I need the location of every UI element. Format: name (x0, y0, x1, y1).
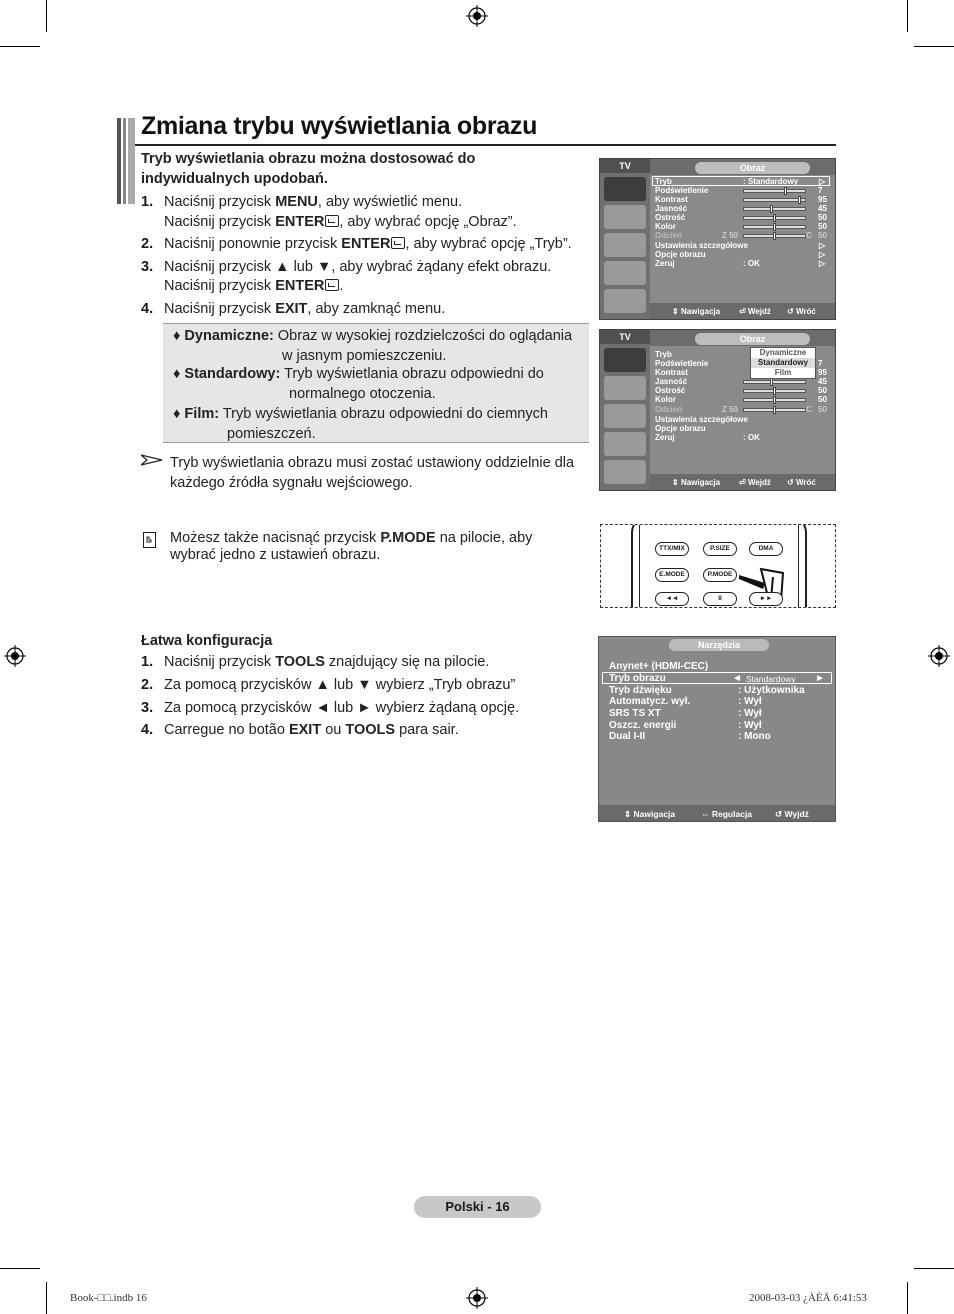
channel-icon[interactable] (604, 233, 646, 257)
pause-button[interactable]: II (703, 592, 737, 606)
intro-text: Tryb wyświetlania obrazu można dostosować do indywidualnych upodobań. (141, 151, 476, 187)
note-text: Tryb wyświetlania obrazu musi zostać ustawiony oddzielnie dla każdego źródła sygnału wejściowego. (170, 455, 575, 491)
tools-menu-screen: Narzędzia Anynet+ (HDMI-CEC) Tryb obrazu ◄ Standardowy ► Tryb dźwięku : Użytkownika Automatycz. wył. : Wył SRS TS XT : Wył Oszcz. energii : Wył Dual I-II : Mono ⇕ Nawigacja ⇔ Regulacja ↺ Wyjdź (598, 636, 836, 822)
osd-help-bar: ⇕ Nawigacja ⏎ Wejdź ↺ Wróć (650, 474, 835, 490)
dma-button[interactable]: DMA (749, 542, 783, 556)
input-icon[interactable] (604, 460, 646, 484)
slider-kolor[interactable] (743, 225, 806, 229)
enter-icon (391, 237, 405, 249)
memo-icon (143, 532, 156, 548)
slider-jasnosc[interactable] (743, 380, 806, 384)
mode-dynamic: ♦ Dynamiczne: Obraz w wysokiej rozdzielczości do oglądania (173, 328, 573, 344)
step-text: Naciśnij przycisk TOOLS znajdujący się na pilocie. (164, 654, 490, 670)
picture-mode-dropdown-screen: TV Obraz Tryb Podświetlenie 7 Kontrast 95 Jasność 45 Ostrość 50 Kolor 50 Odcień Z 50 C 50 Ustawienia szczegółowe Opcje obrazu Zeruj : OK Dynamiczne Standardowy Film ⇕ Nawigacja ⏎ Wejdź ↺ Wróć (599, 329, 836, 491)
remote-control-illustration (600, 524, 836, 608)
registration-mark-icon (466, 1287, 488, 1309)
mode-standard: ♦ Standardowy: Tryb wyświetlania obrazu odpowiedni do (173, 366, 544, 382)
slider-kontrast[interactable] (743, 198, 806, 202)
step-text: Carregue no botão EXIT ou TOOLS para sair. (164, 722, 459, 738)
channel-icon[interactable] (604, 404, 646, 428)
setup-icon[interactable] (604, 432, 646, 456)
menu-tab: Obraz (695, 333, 810, 345)
tools-row[interactable]: Automatycz. wył. (609, 696, 691, 707)
step-number: 3. (141, 259, 154, 275)
sound-icon[interactable] (604, 205, 646, 229)
registration-mark-icon (466, 5, 488, 27)
slider-kolor[interactable] (743, 398, 806, 402)
title-rule (135, 144, 836, 146)
page-title: Zmiana trybu wyświetlania obrazu (141, 112, 538, 140)
step-number: 1. (141, 654, 154, 670)
note-text: Możesz także nacisnąć przycisk P.MODE na pilocie, aby wybrać jedno z ustawień obrazu. (170, 530, 533, 563)
step-text: Naciśnij ponownie przycisk ENTER , aby wybrać opcję „Tryb”. (164, 236, 572, 252)
step-text: Naciśnij przycisk MENU, aby wyświetlić menu. (164, 194, 463, 210)
crop-mark (0, 46, 40, 47)
registration-mark-icon (4, 645, 26, 667)
tools-row[interactable]: Anynet+ (HDMI-CEC) (609, 661, 709, 672)
tools-row[interactable]: Tryb obrazu (609, 673, 666, 684)
crop-mark (907, 0, 908, 32)
crop-mark (907, 1282, 908, 1314)
dropdown-option-selected[interactable]: Standardowy (751, 358, 815, 368)
tools-row[interactable]: Oszcz. energii (609, 720, 677, 731)
step-number: 4. (141, 301, 154, 317)
step-text: Naciśnij przycisk ▲ lub ▼, aby wybrać żądany efekt obrazu. (164, 259, 552, 275)
footer-timestamp: 2008-03-03 ¿ÀÈÄ 6:41:53 (749, 1292, 867, 1304)
step-number: 1. (141, 194, 154, 210)
tv-label: TV (600, 159, 650, 173)
slider-ostrosc[interactable] (743, 389, 806, 393)
picture-mode-dropdown[interactable] (750, 347, 816, 379)
menu-tab: Obraz (695, 162, 810, 174)
crop-mark (914, 1268, 954, 1269)
slider-jasnosc[interactable] (743, 207, 806, 211)
tools-row[interactable]: Tryb dźwięku (609, 685, 672, 696)
dropdown-option[interactable]: Film (774, 368, 792, 377)
menu-tab: Narzędzia (669, 639, 769, 651)
osd-help-bar: ⇕ Nawigacja ⏎ Wejdź ↺ Wróć (650, 303, 835, 319)
crop-mark (914, 46, 954, 47)
input-icon[interactable] (604, 289, 646, 313)
crop-mark (46, 1282, 47, 1314)
psize-button[interactable]: P.SIZE (703, 542, 737, 556)
crop-mark (0, 1268, 40, 1269)
tools-row[interactable]: SRS TS XT (609, 708, 661, 719)
pmode-button[interactable]: P.MODE (703, 568, 737, 582)
easy-setup-title: Łatwa konfiguracja (141, 633, 273, 649)
fast-forward-button[interactable]: ►► (749, 592, 783, 606)
emode-button[interactable]: E.MODE (655, 568, 689, 582)
sound-icon[interactable] (604, 376, 646, 400)
picture-menu-screen: TV Obraz Tryb : Standardowy ▷ Podświetlenie 7 Kontrast 95 Jasność 45 Ostrość 50 Kolor 50 Odcień Z 50 C 50 Ustawienia szczegółowe ▷ Opcje obrazu ▷ Zeruj : OK ▷ ⇕ Nawigacja ⏎ Wejdź ↺ Wróć (599, 158, 836, 320)
enter-icon (325, 279, 339, 291)
note-arrow-icon (141, 453, 163, 471)
footer-file-info: Book-□□.indb 16 (70, 1292, 147, 1304)
tools-row[interactable]: Dual I-II (609, 731, 646, 742)
step-text: Za pomocą przycisków ▲ lub ▼ wybierz „Tryb obrazu” (164, 677, 516, 693)
slider-podswietlenie[interactable] (743, 189, 806, 193)
slider-odcien[interactable] (743, 408, 806, 412)
setup-icon[interactable] (604, 261, 646, 285)
mode-film-cont: pomieszczeń. (227, 426, 316, 442)
step-number: 4. (141, 722, 154, 738)
enter-icon (325, 215, 339, 227)
step-number: 3. (141, 700, 154, 716)
title-decoration (117, 118, 135, 204)
picture-icon[interactable] (604, 177, 646, 201)
slider-odcien[interactable] (743, 234, 806, 238)
step-number: 2. (141, 236, 154, 252)
rewind-button[interactable]: ◄◄ (655, 592, 689, 606)
step-text: Za pomocą przycisków ◄ lub ► wybierz żądaną opcję. (164, 700, 520, 716)
dropdown-option[interactable]: Dynamiczne (759, 348, 807, 357)
registration-mark-icon (928, 645, 950, 667)
slider-ostrosc[interactable] (743, 216, 806, 220)
mode-dynamic-cont: w jasnym pomieszczeniu. (282, 348, 447, 364)
selection-highlight (652, 176, 830, 186)
ttx-mix-button[interactable]: TTX/MIX (655, 542, 689, 556)
step-text: Naciśnij przycisk ENTER , aby wybrać opcję „Obraz”. (164, 214, 517, 230)
tools-help-bar: ⇕ Nawigacja ⇔ Regulacja ↺ Wyjdź (599, 805, 835, 821)
mode-standard-cont: normalnego otoczenia. (289, 386, 436, 402)
step-text: Naciśnij przycisk EXIT, aby zamknąć menu. (164, 301, 446, 317)
page-number-badge: Polski - 16 (414, 1196, 541, 1218)
step-text: Naciśnij przycisk ENTER . (164, 278, 344, 294)
mode-film: ♦ Film: Tryb wyświetlania obrazu odpowiedni do ciemnych (173, 406, 548, 422)
step-number: 2. (141, 677, 154, 693)
tv-label: TV (600, 330, 650, 344)
crop-mark (46, 0, 47, 32)
picture-icon[interactable] (604, 348, 646, 372)
